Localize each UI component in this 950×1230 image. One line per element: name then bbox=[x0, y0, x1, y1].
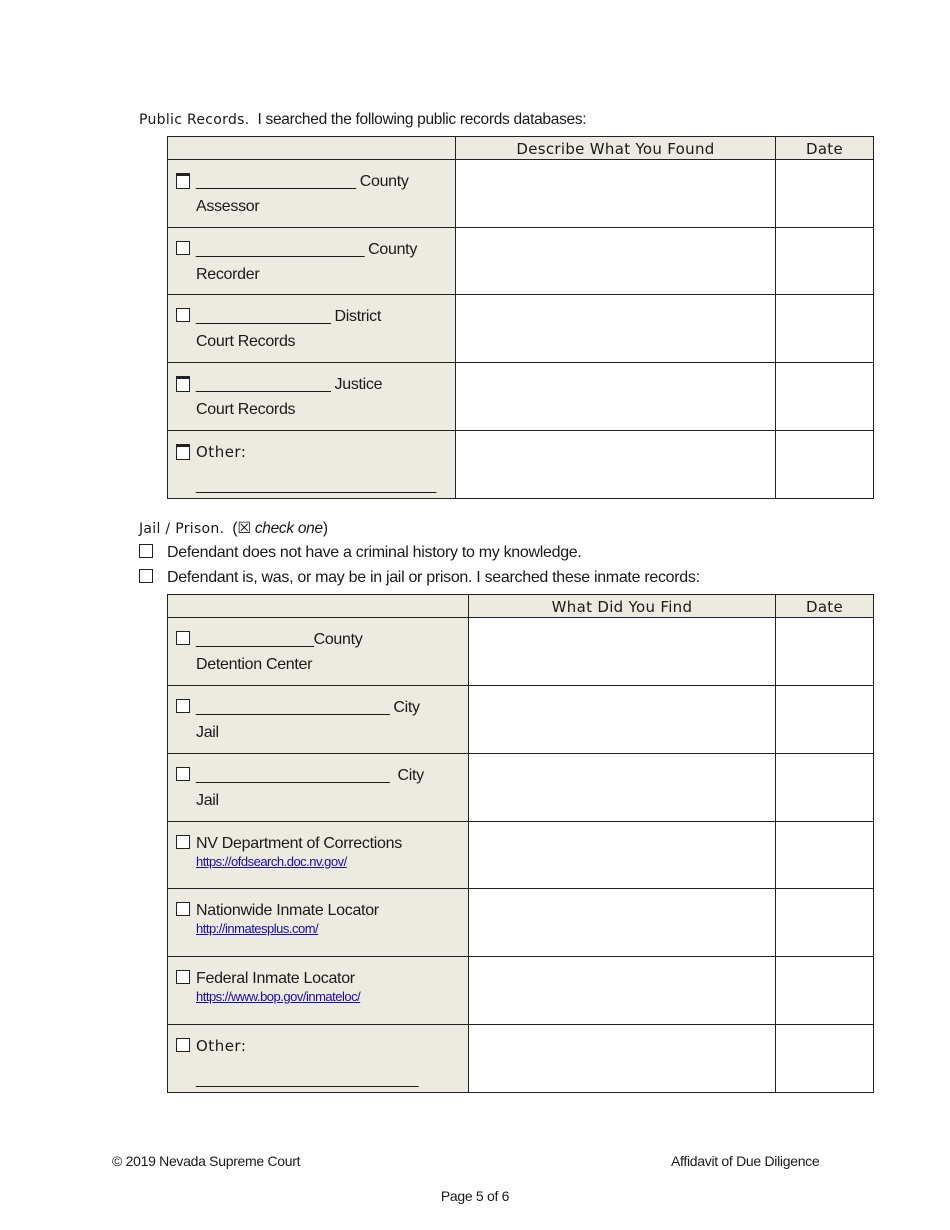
date-cell[interactable] bbox=[776, 889, 874, 957]
table-row bbox=[168, 618, 874, 686]
row-label: Detention Center bbox=[196, 656, 313, 673]
other-inmate-checkbox[interactable] bbox=[176, 1038, 190, 1052]
table-row bbox=[168, 822, 874, 889]
row-label-tail: City bbox=[393, 699, 420, 716]
in-jail-checkbox[interactable] bbox=[139, 569, 153, 583]
found-cell[interactable] bbox=[456, 431, 776, 499]
date-cell[interactable] bbox=[776, 957, 874, 1025]
table-row bbox=[168, 228, 874, 295]
public-records-label: Public Records. bbox=[139, 112, 250, 128]
found-cell[interactable] bbox=[469, 1025, 776, 1093]
date-column-header: Date bbox=[776, 137, 874, 160]
date-cell[interactable] bbox=[776, 363, 874, 431]
no-criminal-history-option[interactable] bbox=[139, 544, 582, 562]
date-cell[interactable] bbox=[776, 618, 874, 686]
district-court-checkbox[interactable] bbox=[176, 308, 190, 322]
check-one-close: ) bbox=[322, 520, 328, 537]
option-label: Defendant is, was, or may be in jail or prison. I searched these inmate records: bbox=[167, 569, 700, 586]
other-records-checkbox[interactable] bbox=[176, 444, 190, 460]
table-row bbox=[168, 686, 874, 754]
row-label-tail: District bbox=[334, 308, 382, 325]
found-cell[interactable] bbox=[456, 363, 776, 431]
date-cell[interactable] bbox=[776, 160, 874, 228]
jail-prison-label: Jail / Prison. bbox=[139, 521, 225, 537]
city-name-blank[interactable]: _______________________ bbox=[196, 699, 390, 716]
found-cell[interactable] bbox=[469, 889, 776, 957]
found-cell[interactable] bbox=[456, 160, 776, 228]
justice-court-checkbox[interactable] bbox=[176, 376, 190, 392]
table-header-row bbox=[168, 137, 874, 160]
nationwide-locator-checkbox[interactable] bbox=[176, 902, 190, 916]
city-jail-checkbox[interactable] bbox=[176, 767, 190, 781]
page-number: Page 5 of 6 bbox=[440, 1188, 510, 1204]
row-label-tail: County bbox=[313, 631, 363, 648]
table-row bbox=[168, 295, 874, 363]
public-records-table bbox=[167, 136, 874, 499]
other-label: Other: bbox=[196, 1037, 247, 1055]
form-name: Affidavit of Due Diligence bbox=[671, 1153, 820, 1169]
county-name-blank[interactable]: ______________ bbox=[196, 631, 314, 648]
date-cell[interactable] bbox=[776, 822, 874, 889]
row-label: Court Records bbox=[196, 401, 296, 418]
source-column-header bbox=[168, 137, 456, 160]
table-row bbox=[168, 754, 874, 822]
source-column-header bbox=[168, 595, 469, 618]
row-label-tail: City bbox=[397, 767, 424, 784]
check-one-open: (☒ bbox=[232, 520, 251, 537]
other-blank[interactable]: ___________________________ bbox=[196, 477, 437, 494]
date-cell[interactable] bbox=[776, 431, 874, 499]
row-label-tail: County bbox=[368, 241, 418, 258]
public-records-text: I searched the following public records databases: bbox=[257, 111, 587, 128]
in-jail-option[interactable] bbox=[139, 569, 700, 587]
no-criminal-history-checkbox[interactable] bbox=[139, 544, 153, 558]
date-cell[interactable] bbox=[776, 228, 874, 295]
row-label: Assessor bbox=[196, 198, 260, 215]
public-records-heading bbox=[139, 111, 586, 129]
city-name-blank[interactable]: _______________________ bbox=[196, 767, 390, 784]
row-label: Recorder bbox=[196, 266, 260, 283]
row-label: Jail bbox=[196, 724, 219, 741]
jail-prison-heading bbox=[139, 519, 328, 538]
row-label: Court Records bbox=[196, 333, 296, 350]
found-cell[interactable] bbox=[469, 618, 776, 686]
table-row bbox=[168, 431, 874, 499]
nationwide-locator-link[interactable]: http://inmatesplus.com/ bbox=[196, 921, 319, 936]
nv-corrections-link[interactable]: https://ofdsearch.doc.nv.gov/ bbox=[196, 854, 347, 869]
justice-name-blank[interactable]: ________________ bbox=[196, 376, 331, 393]
table-row bbox=[168, 1025, 874, 1093]
found-cell[interactable] bbox=[456, 228, 776, 295]
row-label-tail: County bbox=[359, 173, 409, 190]
county-name-blank[interactable]: ___________________ bbox=[196, 173, 356, 190]
nv-corrections-checkbox[interactable] bbox=[176, 835, 190, 849]
county-recorder-checkbox[interactable] bbox=[176, 241, 190, 255]
federal-locator-link[interactable]: https://www.bop.gov/inmateloc/ bbox=[196, 989, 361, 1004]
other-blank[interactable]: _________________________ bbox=[196, 1071, 419, 1088]
row-label-tail: Justice bbox=[334, 376, 383, 393]
date-cell[interactable] bbox=[776, 1025, 874, 1093]
date-cell[interactable] bbox=[776, 686, 874, 754]
city-jail-checkbox[interactable] bbox=[176, 699, 190, 713]
found-cell[interactable] bbox=[469, 957, 776, 1025]
source-name: Nationwide Inmate Locator bbox=[196, 902, 379, 919]
inmate-records-table bbox=[167, 594, 874, 1093]
other-label: Other: bbox=[196, 443, 247, 461]
federal-locator-checkbox[interactable] bbox=[176, 970, 190, 984]
found-cell[interactable] bbox=[469, 686, 776, 754]
county-detention-checkbox[interactable] bbox=[176, 631, 190, 645]
source-name: Federal Inmate Locator bbox=[196, 970, 355, 987]
date-column-header: Date bbox=[776, 595, 874, 618]
row-label: Jail bbox=[196, 792, 219, 809]
option-label: Defendant does not have a criminal history to my knowledge. bbox=[167, 544, 582, 561]
found-column-header: What Did You Find bbox=[469, 595, 776, 618]
copyright-notice: © 2019 Nevada Supreme Court bbox=[112, 1153, 301, 1169]
table-row bbox=[168, 889, 874, 957]
found-column-header: Describe What You Found bbox=[456, 137, 776, 160]
check-one-text: check one bbox=[254, 520, 323, 537]
table-header-row bbox=[168, 595, 874, 618]
table-row bbox=[168, 957, 874, 1025]
date-cell[interactable] bbox=[776, 754, 874, 822]
district-name-blank[interactable]: ________________ bbox=[196, 308, 331, 325]
county-assessor-checkbox[interactable] bbox=[176, 173, 190, 189]
county-name-blank[interactable]: ____________________ bbox=[196, 241, 364, 258]
found-cell[interactable] bbox=[456, 295, 776, 363]
table-row bbox=[168, 363, 874, 431]
table-row bbox=[168, 160, 874, 228]
date-cell[interactable] bbox=[776, 295, 874, 363]
found-cell[interactable] bbox=[469, 754, 776, 822]
source-name: NV Department of Corrections bbox=[196, 835, 402, 852]
found-cell[interactable] bbox=[469, 822, 776, 889]
